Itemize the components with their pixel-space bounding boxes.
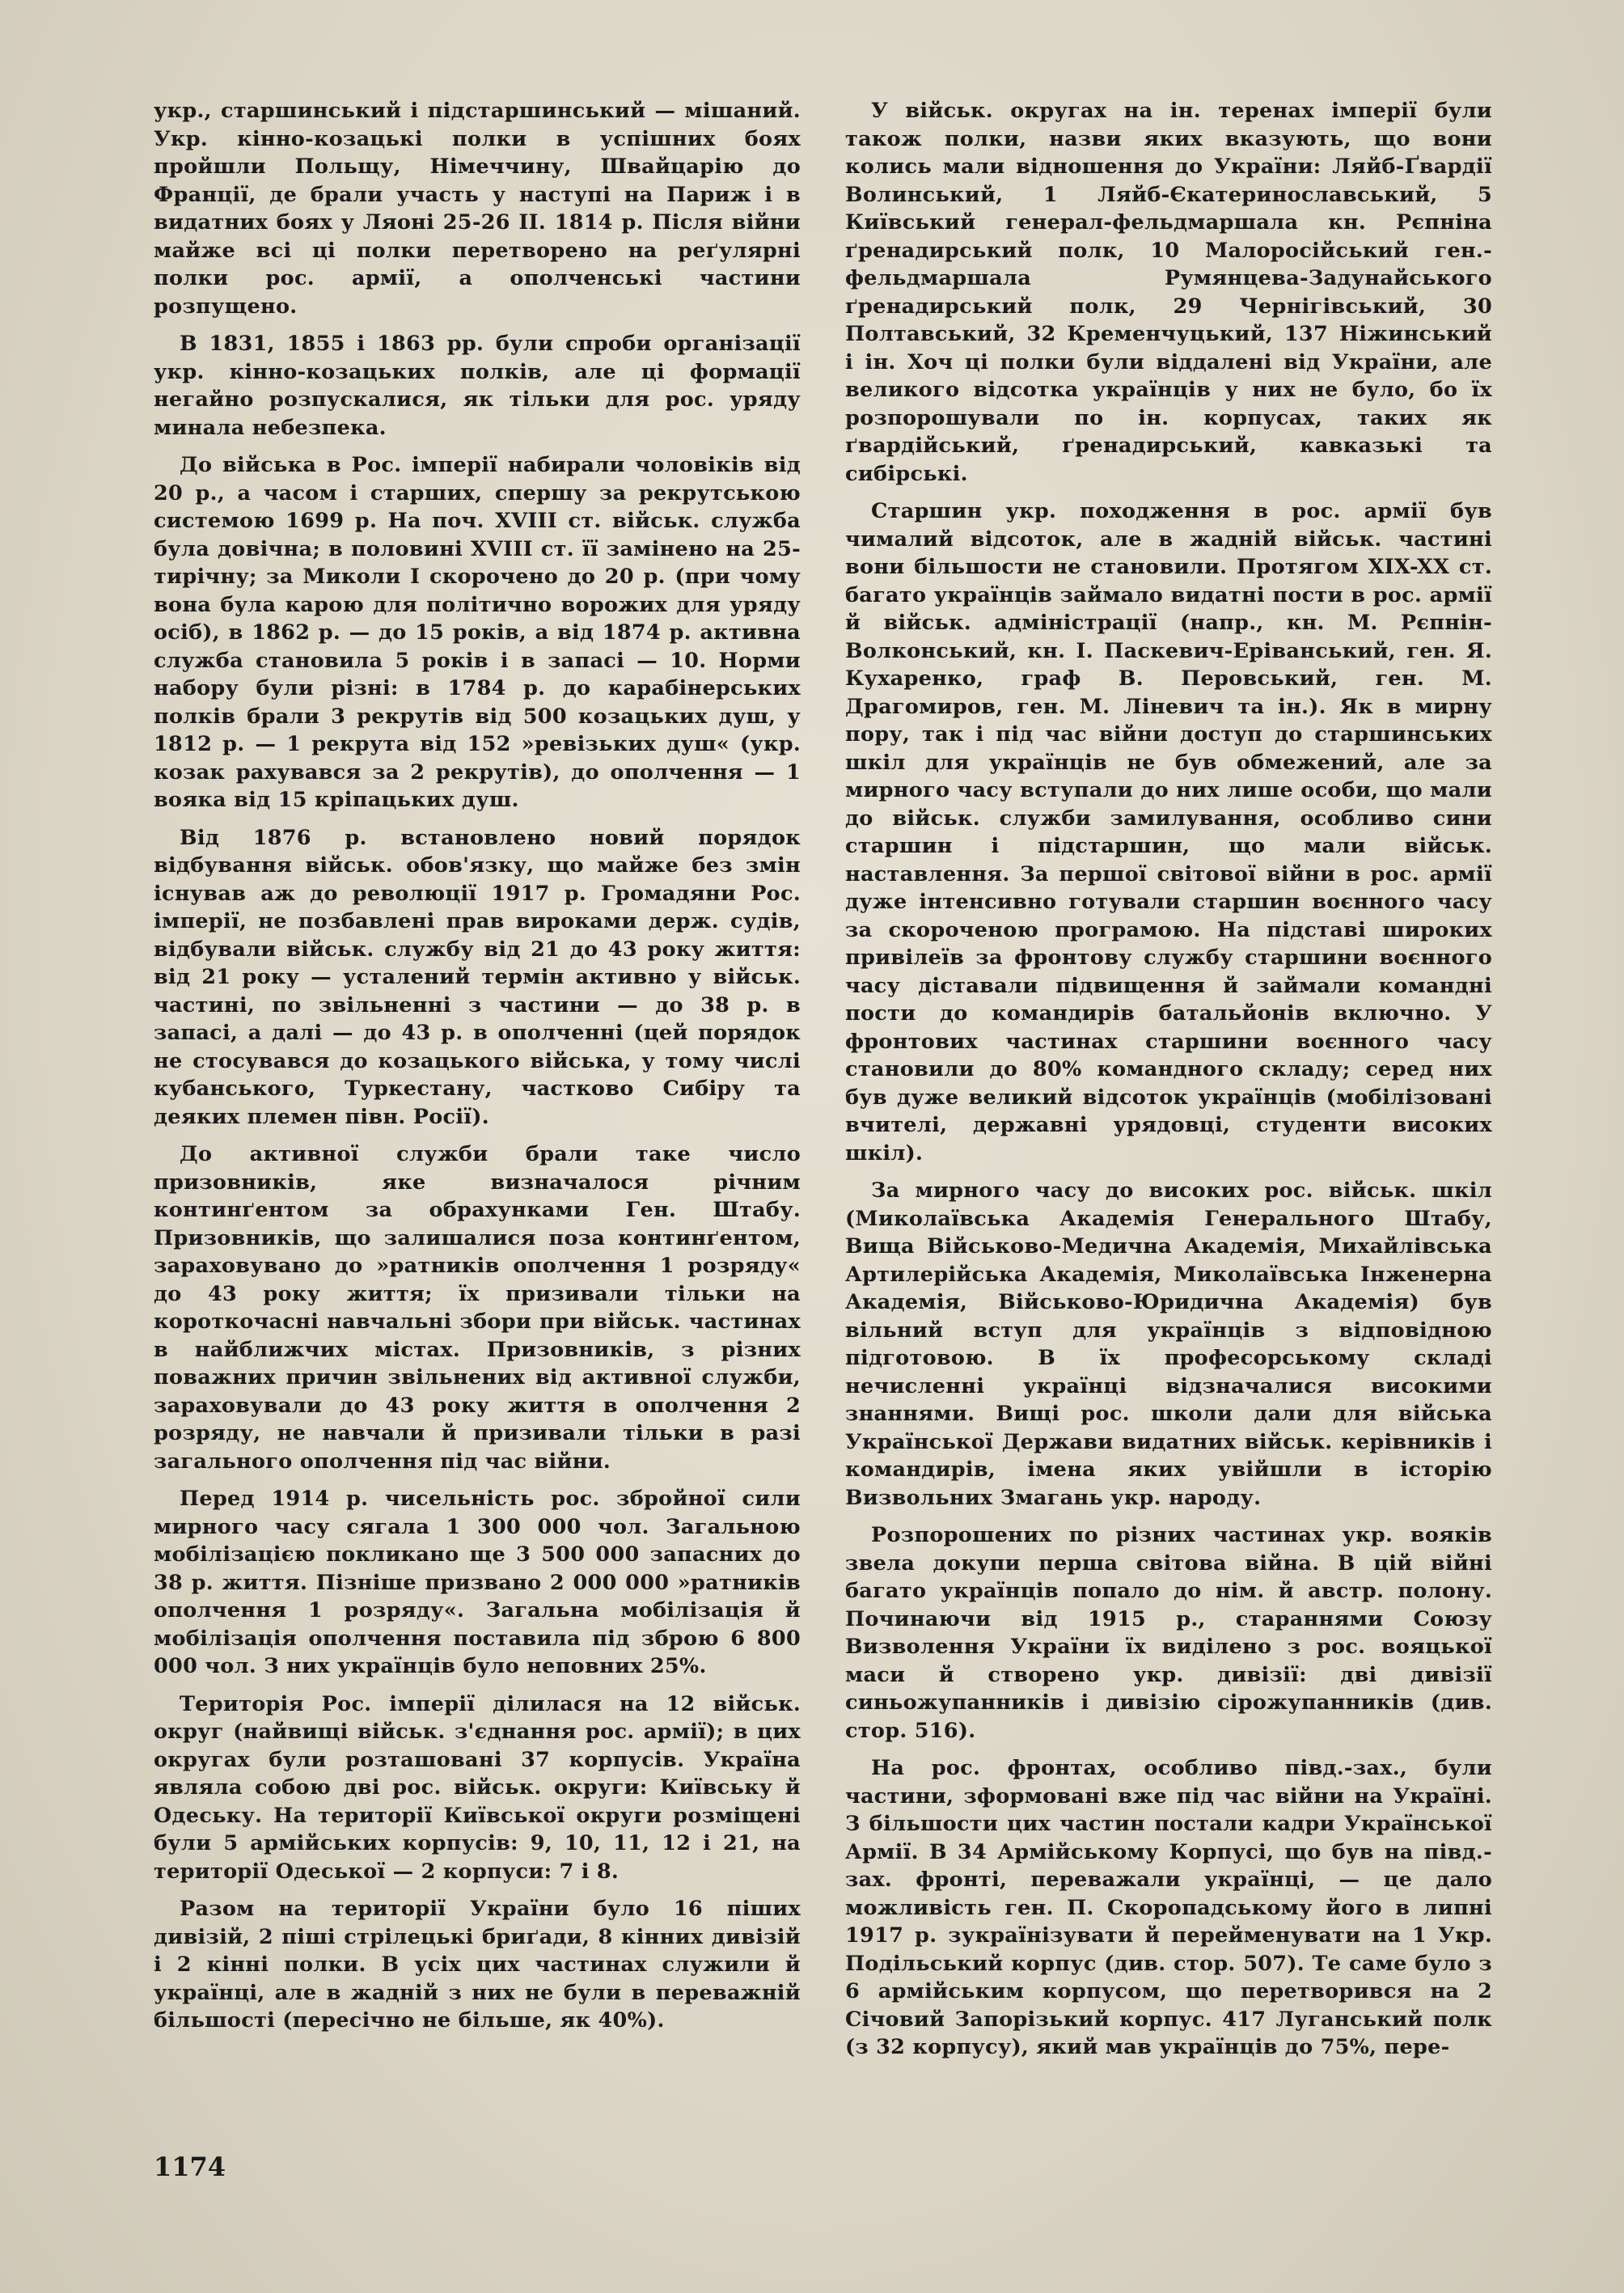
paragraph: За мирного часу до високих рос. військ. шкіл (Миколаївська Академія Генерального Штабу, Вища Військово-Медична Академія, Михайлівська Артилерійська Академія, Миколаївська Інженерна Академія, Військово-Юридична Академія) був вільний вступ для українців з відповідною підготовою. В їх професорському складі нечисленні українці відзначалися високими знаннями. Вищі рос. школи дали для війська Української Держави видатних військ. керівників і командирів, імена яких увійшли в історію Визвольних Змагань укр. народу. <box>845 1178 1492 1510</box>
page-number: 1174 <box>154 2151 226 2182</box>
paragraph: Разом на території України було 16 піших дивізій, 2 піші стрілецькі бриґади, 8 кінних дивізій і 2 кінні полки. В усіх цих частинах служили й українці, але в жадній з них не були в переважній більшості (пересічно не більше, як 40%). <box>154 1897 801 2033</box>
left-column <box>154 97 801 2045</box>
paragraph: Від 1876 р. встановлено новий порядок відбування військ. обов'язку, що майже без змін існував аж до революції 1917 р. Громадяни Рос. імперії, не позбавлені прав вироками держ. судів, відбували військ. службу від 21 до 43 року життя: від 21 року — усталений термін активно у військ. частині, по звільненні з частини — до 38 р. в запасі, а далі — до 43 р. в ополченні (цей порядок не стосувався до козацького війська, у тому числі кубанського, Туркестану, частково Сибіру та деяких племен півн. Росії). <box>154 825 801 1129</box>
paragraph: укр., старшинський і підстаршинський — мішаний. Укр. кінно-козацькі полки в успішних боях пройшли Польщу, Німеччину, Швайцарію до Франції, де брали участь у наступі на Париж і в видатних боях у Ляоні 25-26 II. 1814 р. Після війни майже всі ці полки перетворено на реґулярні полки рос. армії, а ополченські частини розпущено. <box>154 99 801 319</box>
paragraph: На рос. фронтах, особливо півд.-зах., були частини, зформовані вже під час війни на Україні. З більшости цих частин постали кадри Української Армії. В 34 Армійському Корпусі, що був на півд.-зах. фронті, переважали українці, — це дало можливість ген. П. Скоропадському його в липні 1917 р. зукраїнізувати й перейменувати на 1 Укр. Подільський корпус (див. стор. 507). Те саме було з 6 армійським корпусом, що перетворився на 2 Січовий Запорізький корпус. 417 Луганський полк (з 32 корпусу), який мав українців до 75%, пере- <box>845 1756 1492 2059</box>
paragraph: Розпорошених по різних частинах укр. вояків звела докупи перша світова війна. В цій війні багато українців попало до нім. й австр. полону. Починаючи від 1915 р., стараннями Союзу Визволення України їх виділено з рос. вояцької маси й створено укр. дивізії: дві дивізії синьожупанників і дивізію сірожупанників (див. стор. 516). <box>845 1523 1492 1743</box>
paragraph: До активної служби брали таке число призовників, яке визначалося річним континґентом за обрахунками Ген. Штабу. Призовників, що залишалися поза континґентом, зараховувано до »ратників ополчення 1 розряду« до 43 року життя; їх призивали тільки на короткочасні навчальні збори при військ. частинах в найближчих містах. Призовників, з різних поважних причин звільнених від активної служби, зараховували до 43 року життя в ополчення 2 розряду, не навчали й призивали тільки в разі загального ополчення під час війни. <box>154 1142 801 1474</box>
right-column <box>845 97 1492 2071</box>
paragraph: Територія Рос. імперії ділилася на 12 військ. округ (найвищі військ. з'єднання рос. армії); в цих округах були розташовані 37 корпусів. Україна являла собою дві рос. військ. округи: Київську й Одеську. На території Київської округи розміщені були 5 армійських корпусів: 9, 10, 11, 12 і 21, на території Одеської — 2 корпуси: 7 і 8. <box>154 1691 801 1884</box>
paragraph: Перед 1914 р. чисельність рос. збройної сили мирного часу сягала 1 300 000 чол. Загальною мобілізацією покликано ще 3 500 000 запасних до 38 р. життя. Пізніше призвано 2 000 000 »ратників ополчення 1 розряду«. Загальна мобілізація й мобілізація ополчення поставила під зброю 6 800 000 чол. З них українців було неповних 25%. <box>154 1487 801 1678</box>
paragraph: В 1831, 1855 і 1863 рр. були спроби організації укр. кінно-козацьких полків, але ці формації негайно розпускалися, як тільки для рос. уряду минала небезпека. <box>154 332 801 440</box>
paragraph: У військ. округах на ін. теренах імперії були також полки, назви яких вказують, що вони колись мали відношення до України: Ляйб-Ґвардії Волинський, 1 Ляйб-Єкатеринославський, 5 Київський генерал-фельдмаршала кн. Рєпніна ґренадирський полк, 10 Малоросійський ген.-фельдмаршала Румянцева-Задунайського ґренадирський полк, 29 Чернігівський, 30 Полтавський, 32 Кременчуцький, 137 Ніжинський і ін. Хоч ці полки були віддалені від України, але великого відсотка українців у них не було, бо їх розпорошували по ін. корпусах, таких як ґвардійський, ґренадирський, кавказькі та сибірські. <box>845 99 1492 486</box>
paragraph: Старшин укр. походження в рос. армії був чималий відсоток, але в жадній військ. частині вони більшости не становили. Протягом XIX-XX ст. багато українців займало видатні пости в рос. армії й військ. адміністрації (напр., кн. М. Рєпнін-Волконський, кн. І. Паскевич-Еріванський, ген. Я. Кухаренко, граф В. Перовський, ген. М. Драгомиров, ген. М. Ліневич та ін.). Як в мирну пору, так і під час війни доступ до старшинських шкіл для українців не був обмежений, але за мирного часу вступали до них лише особи, що мали до військ. служби замилування, особливо сини старшин і підстаршин, що мали військ. наставлення. За першої світової війни в рос. армії дуже інтенсивно готували старшин воєнного часу за скороченою програмою. На підставі широких привілеїв за фронтову службу старшини воєнного часу діставали підвищення й займали командні пости до командирів батальйонів включно. У фронтових частинах старшини воєнного часу становили до 80% командного складу; серед них був дуже великий відсоток українців (мобілізовані вчителі, державні урядовці, студенти високих шкіл). <box>845 499 1492 1166</box>
paragraph: До війська в Рос. імперії набирали чоловіків від 20 р., а часом і старших, спершу за рекрутською системою 1699 р. На поч. XVIII ст. військ. служба була довічна; в половині XVIII ст. її замінено на 25-тирічну; за Миколи І скорочено до 20 р. (при чому вона була карою для політично ворожих для уряду осіб), в 1862 р. — до 15 років, а від 1874 р. активна служба становила 5 років і в запасі — 10. Норми набору були різні: в 1784 р. до карабінерських полків брали 3 рекрутів від 500 козацьких душ, у 1812 р. — 1 рекрута від 152 »ревізьких душ« (укр. козак рахувався за 2 рекрутів), до ополчення — 1 вояка від 15 кріпацьких душ. <box>154 453 801 812</box>
